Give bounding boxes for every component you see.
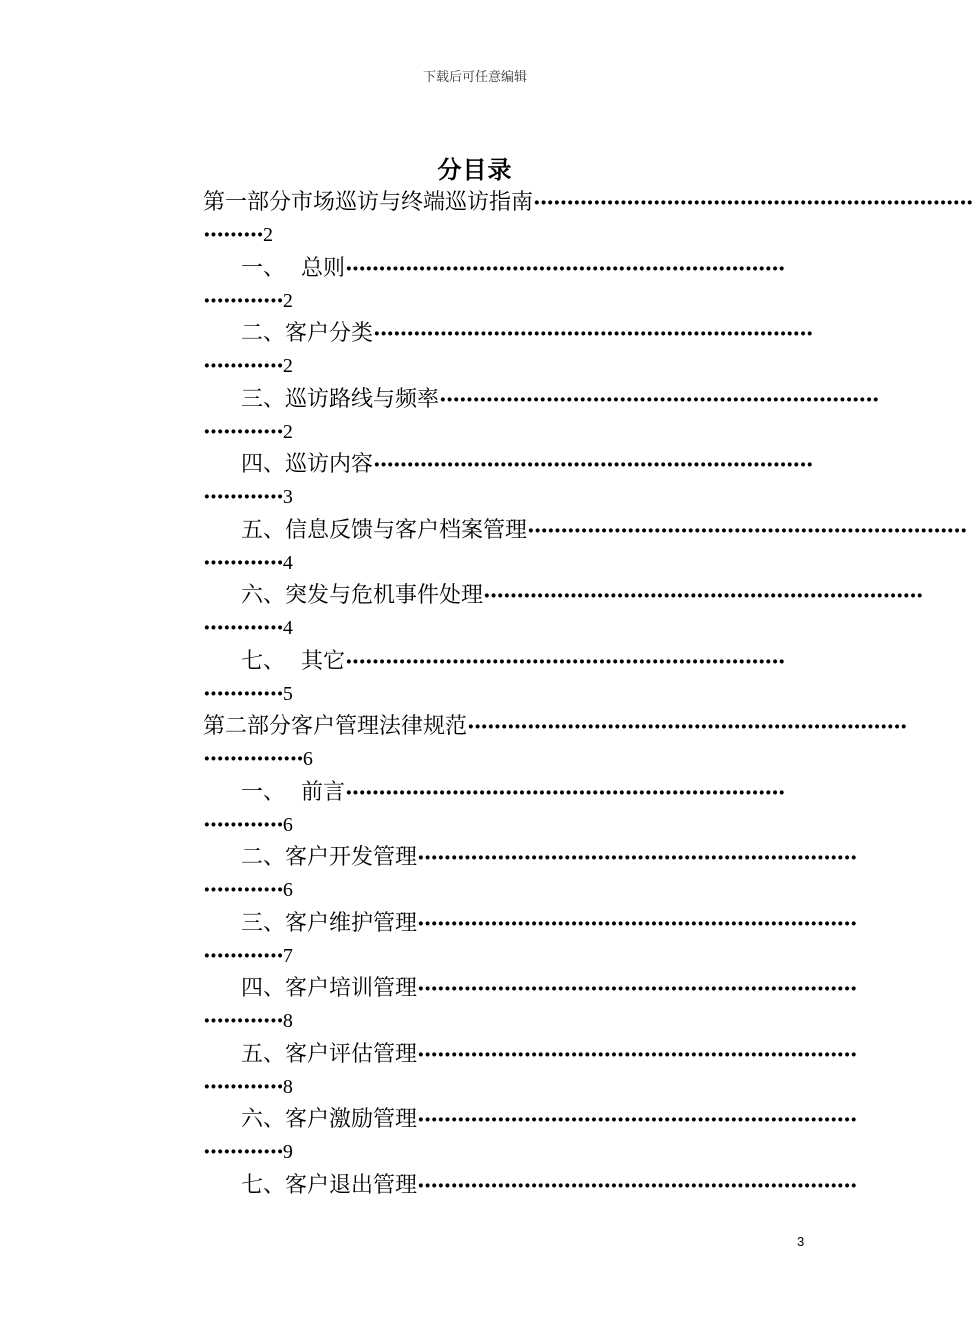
toc-entry-title: 客户管理法律规范: [291, 714, 468, 739]
toc-entry[interactable]: [203, 708, 907, 774]
toc-leader-dots-continued: ············: [203, 877, 283, 903]
toc-entry-page: 9: [282, 1141, 293, 1163]
toc-leader-dots-continued: ············: [203, 1008, 283, 1034]
toc-entry[interactable]: [203, 315, 813, 381]
toc-entry-number: 一、: [241, 779, 286, 805]
toc-entry-page: 2: [262, 224, 273, 246]
toc-entry[interactable]: [203, 1167, 857, 1233]
toc-leader-dots: ··································································: [483, 583, 923, 609]
toc-entry-title: 其它: [301, 648, 346, 674]
toc-entry-title: 客户分类: [285, 321, 374, 346]
toc-leader-dots: ··································································: [417, 845, 857, 871]
toc-entry-title: 巡访路线与频率: [285, 386, 440, 412]
toc-leader-dots: ··································································: [373, 452, 813, 478]
toc-entry-number: 一、: [241, 255, 286, 281]
toc-entry-title: 客户激励管理: [285, 1107, 418, 1132]
toc-entry[interactable]: [203, 1101, 857, 1167]
toc-entry-title: 突发与危机事件处理: [285, 583, 484, 608]
toc-entry[interactable]: [203, 905, 857, 971]
toc-entry-title: 总则: [301, 255, 346, 281]
toc-entry-title: 客户开发管理: [285, 845, 418, 870]
toc-entry[interactable]: [203, 1036, 857, 1102]
toc-entry[interactable]: [203, 446, 813, 512]
toc-leader-dots-continued: ············: [203, 680, 283, 707]
toc-leader-dots-continued: ············: [203, 942, 283, 969]
page-title: 分目录: [437, 156, 513, 184]
toc-leader-dots-continued: ············: [203, 418, 283, 445]
toc-entry-title: 客户评估管理: [285, 1041, 418, 1067]
toc-entry-number: 四、: [241, 452, 286, 477]
toc-entry[interactable]: [203, 512, 967, 578]
toc-leader-dots: ··································································: [417, 976, 857, 1002]
toc-entry-page: 4: [282, 617, 293, 639]
toc-entry-page: 8: [282, 1010, 293, 1032]
page-header: 下载后可任意编辑: [422, 70, 527, 85]
toc-leader-dots-continued: ············: [203, 1139, 283, 1165]
toc-entry-number: 三、: [241, 386, 286, 412]
toc-entry-page: 2: [282, 289, 293, 312]
toc-entry-number: 六、: [241, 1107, 286, 1132]
toc-leader-dots: ··································································: [345, 648, 785, 675]
toc-entry-number: 七、: [241, 1172, 286, 1198]
toc-leader-dots-continued: ············: [203, 811, 283, 838]
toc-entry-page: 4: [282, 551, 293, 574]
toc-entry-number: 第一部分: [203, 190, 292, 215]
toc-leader-dots-continued: ············: [203, 484, 283, 510]
toc-entry[interactable]: [203, 839, 857, 905]
toc-entry[interactable]: [203, 184, 973, 250]
toc-entry-number: 五、: [241, 1041, 286, 1067]
toc-leader-dots: ··································································: [417, 1107, 857, 1133]
toc-entry-number: 四、: [241, 976, 286, 1001]
toc-entry-number: 六、: [241, 583, 286, 608]
toc-leader-dots: ··································································: [527, 517, 967, 544]
toc-entry[interactable]: [203, 381, 879, 447]
toc-entry[interactable]: [203, 643, 807, 709]
toc-entry-page: 7: [282, 944, 293, 967]
toc-leader-dots: ··································································: [417, 910, 857, 937]
toc-entry-page: 5: [282, 682, 293, 705]
toc-leader-dots-continued: ············: [203, 549, 283, 576]
toc-entry-page: 6: [282, 813, 293, 836]
toc-entry[interactable]: [203, 774, 807, 840]
toc-leader-dots-continued: ············: [203, 1073, 283, 1100]
toc-leader-dots-continued: ···············: [203, 746, 303, 772]
toc-entry[interactable]: [203, 577, 923, 643]
toc-entry-number: 五、: [241, 517, 286, 543]
toc-entry-number: 二、: [241, 845, 286, 870]
toc-leader-dots: ··································································: [417, 1041, 857, 1068]
toc-leader-dots-continued: ············: [203, 615, 283, 641]
toc-entry-title: 信息反馈与客户档案管理: [285, 517, 528, 543]
toc-entry-page: 6: [302, 748, 313, 770]
toc-entry-number: 二、: [241, 321, 286, 346]
toc-leader-dots: ··································································: [345, 779, 785, 806]
toc-entry-title: 客户退出管理: [285, 1172, 418, 1198]
toc-leader-dots: ··································································: [373, 321, 813, 347]
page-number: 3: [797, 1234, 805, 1249]
toc-entry-title: 市场巡访与终端巡访指南: [291, 190, 534, 215]
toc-leader-dots: ··································································: [533, 190, 973, 216]
toc-entry-number: 七、: [241, 648, 286, 674]
toc-entry-page: 8: [282, 1075, 293, 1098]
toc-entry-title: 客户维护管理: [285, 910, 418, 936]
toc-entry-title: 巡访内容: [285, 452, 374, 477]
toc-leader-dots: ··································································: [417, 1172, 857, 1199]
toc-entry-page: 2: [282, 420, 293, 443]
table-of-contents: [203, 184, 973, 1232]
toc-entry-title: 客户培训管理: [285, 976, 418, 1001]
toc-entry-number: 三、: [241, 910, 286, 936]
toc-leader-dots: ··································································: [467, 714, 907, 740]
toc-entry-page: 3: [282, 486, 293, 508]
toc-entry-page: 2: [282, 355, 293, 377]
toc-entry[interactable]: [203, 970, 857, 1036]
toc-leader-dots-continued: ·········: [203, 222, 263, 248]
toc-entry-page: 6: [282, 879, 293, 901]
toc-entry-number: 第二部分: [203, 714, 292, 739]
toc-leader-dots: ··································································: [345, 255, 785, 282]
toc-entry-title: 前言: [301, 779, 346, 805]
toc-leader-dots: ··································································: [439, 386, 879, 413]
toc-entry[interactable]: [203, 250, 807, 316]
toc-leader-dots-continued: ············: [203, 353, 283, 379]
toc-leader-dots-continued: ············: [203, 287, 283, 314]
